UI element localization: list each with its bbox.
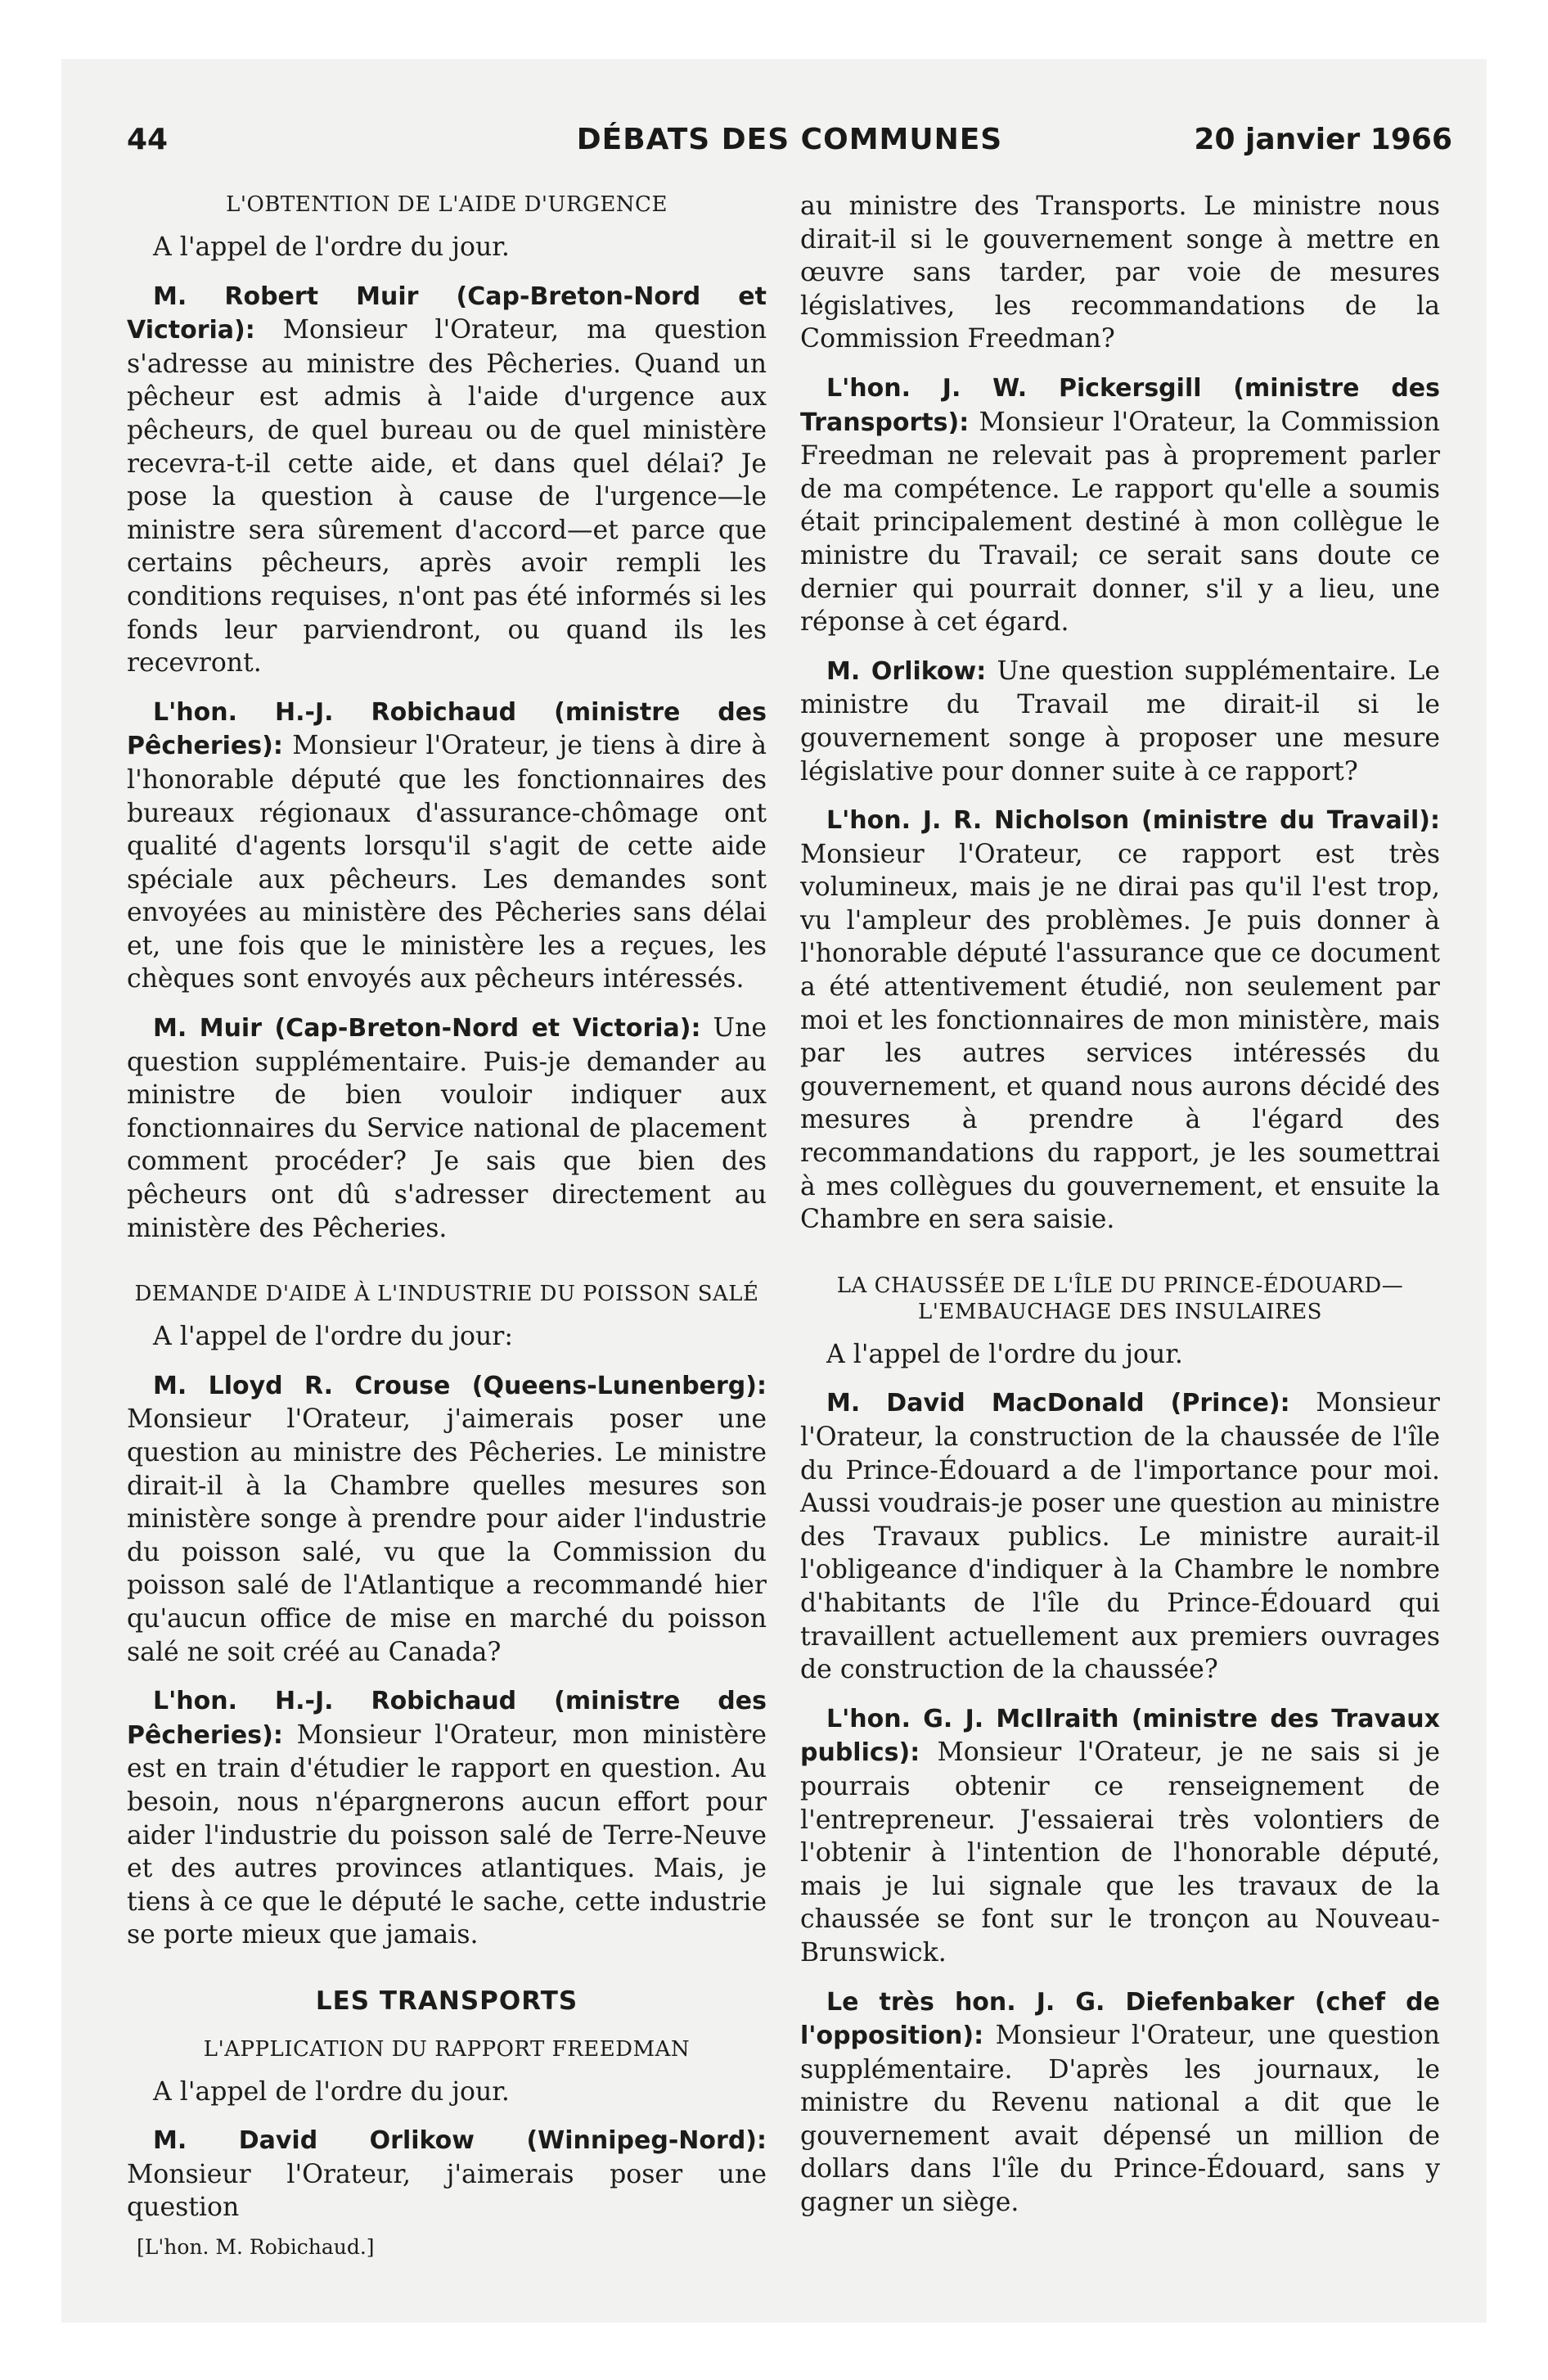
page-header [127, 123, 1452, 172]
speaker-name: M. David MacDonald (Prince): [826, 1389, 1290, 1418]
speech-text: Une question supplémentaire. Le ministre du Travail me dirait-il si le gouvernement songe à proposer une mesure législative pour donner suite à ce rapport? [800, 656, 1440, 787]
paragraph [127, 1684, 767, 1952]
paragraph [127, 1320, 767, 1354]
speaker-name: M. Robert Muir (Cap-Breton-Nord et Victoria): [127, 282, 767, 345]
speaker-name: M. Muir (Cap-Breton-Nord et Victoria): [153, 1014, 701, 1044]
text: au ministre des Transports. Le ministre nous dirait-il si le gouvernement songe à mettre en œuvre sans tarder, par voie de mesures législatives, les recommandations de la Commission Freedman? [800, 192, 1440, 354]
speech-text: Monsieur l'Orateur, la Commission Freedman ne relevait pas à proprement parler de ma compétence. Le rapport qu'elle a soumis était principalement destiné à mon collègue le ministre du Travail; ce serait sans doute ce dernier qui pourrait donner, s'il y a lieu, une réponse à cet égard. [800, 407, 1440, 638]
text: A l'appel de l'ordre du jour: [153, 1322, 513, 1352]
speech-text: Monsieur l'Orateur, je ne sais si je pourrais obtenir ce renseignement de l'entrepreneur. J'essaierai très volontiers de l'obtenir à l'intention de l'honorable député, mais je lui signale que les travaux de la chaussée se font sur le tronçon au Nouveau-Brunswick. [800, 1738, 1440, 1968]
subheading-emergency-aid: L'OBTENTION DE L'AIDE D'URGENCE [226, 192, 668, 217]
section-heading-transports: LES TRANSPORTS [315, 1986, 578, 2016]
paragraph [127, 1012, 767, 1245]
right-column [800, 190, 1440, 2235]
text: A l'appel de l'ordre du jour. [153, 2076, 510, 2107]
speaker-name: L'hon. J. W. Pickersgill (ministre des Transports): [800, 373, 1440, 437]
page-number: 44 [127, 123, 169, 156]
subheading-salt-fish: DEMANDE D'AIDE À L'INDUSTRIE DU POISSON SALÉ [134, 1282, 759, 1307]
speaker-name: M. David Orlikow (Winnipeg-Nord): [153, 2126, 767, 2156]
left-column [127, 190, 767, 2264]
speaker-name: L'hon. J. R. Nicholson (ministre du Travail): [826, 806, 1440, 836]
speech-text: Monsieur l'Orateur, j'aimerais poser une question au ministre des Pêcheries. Le ministre dirait-il à la Chambre quelles mesures son ministère songe à prendre pour aider l'industrie du poisson salé, vu que la Commission du poisson salé de l'Atlantique a recommandé hier qu'aucun office de mise en marché du poisson salé ne soit créé au Canada? [127, 1404, 767, 1667]
paragraph [127, 1369, 767, 1669]
paragraph [800, 1338, 1440, 1372]
text: A l'appel de l'ordre du jour. [153, 232, 510, 262]
speaker-name: M. Orlikow: [826, 656, 987, 686]
speech-text: Une question supplémentaire. Puis-je demander au ministre de bien vouloir indiquer aux fonctionnaires du Service national de placement comment procéder? Je sais que bien des pêcheurs ont dû s'adresser directement au ministère des Pêcheries. [127, 1013, 767, 1243]
publication-title: DÉBATS DES COMMUNES [576, 123, 1003, 156]
paragraph [127, 2124, 767, 2224]
subheading-pei-causeway: LA CHAUSSÉE DE L'ÎLE DU PRINCE-ÉDOUARD—L'EMBAUCHAGE DES INSULAIRES [836, 1273, 1404, 1324]
speaker-name: M. Lloyd R. Crouse (Queens-Lunenberg): [153, 1371, 767, 1400]
speech-text: Monsieur l'Orateur, ce rapport est très volumineux, mais je ne dirai pas qu'il l'est trop, vu l'ampleur des problèmes. Je puis donner à l'honorable député l'assurance que ce document a été attentivement étudié, non seulement par moi et les fonctionnaires de mon ministère, mais par les autres services intéressés du gouvernement, et quand nous aurons décidé des mesures à prendre à l'égard des recommandations du rapport, je les soumettrai à mes collègues du gouvernement, et ensuite la Chambre en sera saisie. [800, 839, 1440, 1235]
paragraph [127, 2076, 767, 2109]
paragraph [127, 696, 767, 996]
paragraph [800, 804, 1440, 1237]
speaker-name: L'hon. G. J. McIlraith (ministre des Travaux publics): [800, 1704, 1440, 1768]
speaker-name: L'hon. H.-J. Robichaud (ministre des Pêcheries): [127, 697, 767, 761]
paragraph [800, 1702, 1440, 1970]
speech-text: Monsieur l'Orateur, ma question s'adresse au ministre des Pêcheries. Quand un pêcheur est admis à l'aide d'urgence aux pêcheurs, de quel bureau ou de quel ministère recevra-t-il cette aide, et dans quel délai? Je pose la question à cause de l'urgence—le ministre sera sûrement d'accord—et parce que certains pêcheurs, après avoir rempli les conditions requises, n'ont pas été informés si les fonds leur parviendront, ou quand ils les recevront. [127, 315, 767, 678]
text: A l'appel de l'ordre du jour. [826, 1339, 1183, 1369]
paragraph [127, 231, 767, 264]
speech-text: Monsieur l'Orateur, je tiens à dire à l'honorable député que les fonctionnaires des bureaux régionaux d'assurance-chômage ont qualité d'agents lorsqu'il s'agit de cette aide spéciale aux pêcheurs. Les demandes sont envoyées au ministère des Pêcheries sans délai et, une fois que le ministère les a reçues, les chèques sont envoyés aux pêcheurs intéressés. [127, 731, 767, 994]
speech-text: Monsieur l'Orateur, une question supplémentaire. D'après les journaux, le ministre du Revenu national a dit que le gouvernement avait dépensé un million de dollars dans l'île du Prince-Édouard, sans y gagner un siège. [800, 2021, 1440, 2218]
speech-text: Monsieur l'Orateur, la construction de la chaussée de l'île du Prince-Édouard a de l'importance pour moi. Aussi voudrais-je poser une question au ministre des Travaux publics. Le ministre aurait-il l'obligeance d'indiquer à la Chambre le nombre d'habitants de l'île du Prince-Édouard qui travaillent actuellement aux premiers ouvrages de construction de la chaussée? [800, 1388, 1440, 1685]
speaker-name: Le très hon. J. G. Diefenbaker (chef de l'opposition): [800, 1987, 1440, 2051]
paragraph [127, 280, 767, 680]
paragraph [800, 190, 1440, 356]
paragraph [800, 372, 1440, 639]
paragraph [800, 1986, 1440, 2220]
speaker-name: L'hon. H.-J. Robichaud (ministre des Pêcheries): [127, 1687, 767, 1750]
publication-date: 20 janvier 1966 [1194, 123, 1452, 156]
speech-text: Monsieur l'Orateur, j'aimerais poser une question [127, 2159, 767, 2223]
footnote: [L'hon. M. Robichaud.] [137, 2234, 375, 2259]
speech-text: Monsieur l'Orateur, mon ministère est en train d'étudier le rapport en question. Au besoin, nous n'épargnerons aucun effort pour aider l'industrie du poisson salé de Terre-Neuve et des autres provinces atlantiques. Mais, je tiens à ce que le député le sache, cette industrie se porte mieux que jamais. [127, 1720, 767, 1950]
paragraph [800, 655, 1440, 788]
paragraph [800, 1386, 1440, 1686]
subheading-freedman-report: L'APPLICATION DU RAPPORT FREEDMAN [203, 2036, 691, 2062]
